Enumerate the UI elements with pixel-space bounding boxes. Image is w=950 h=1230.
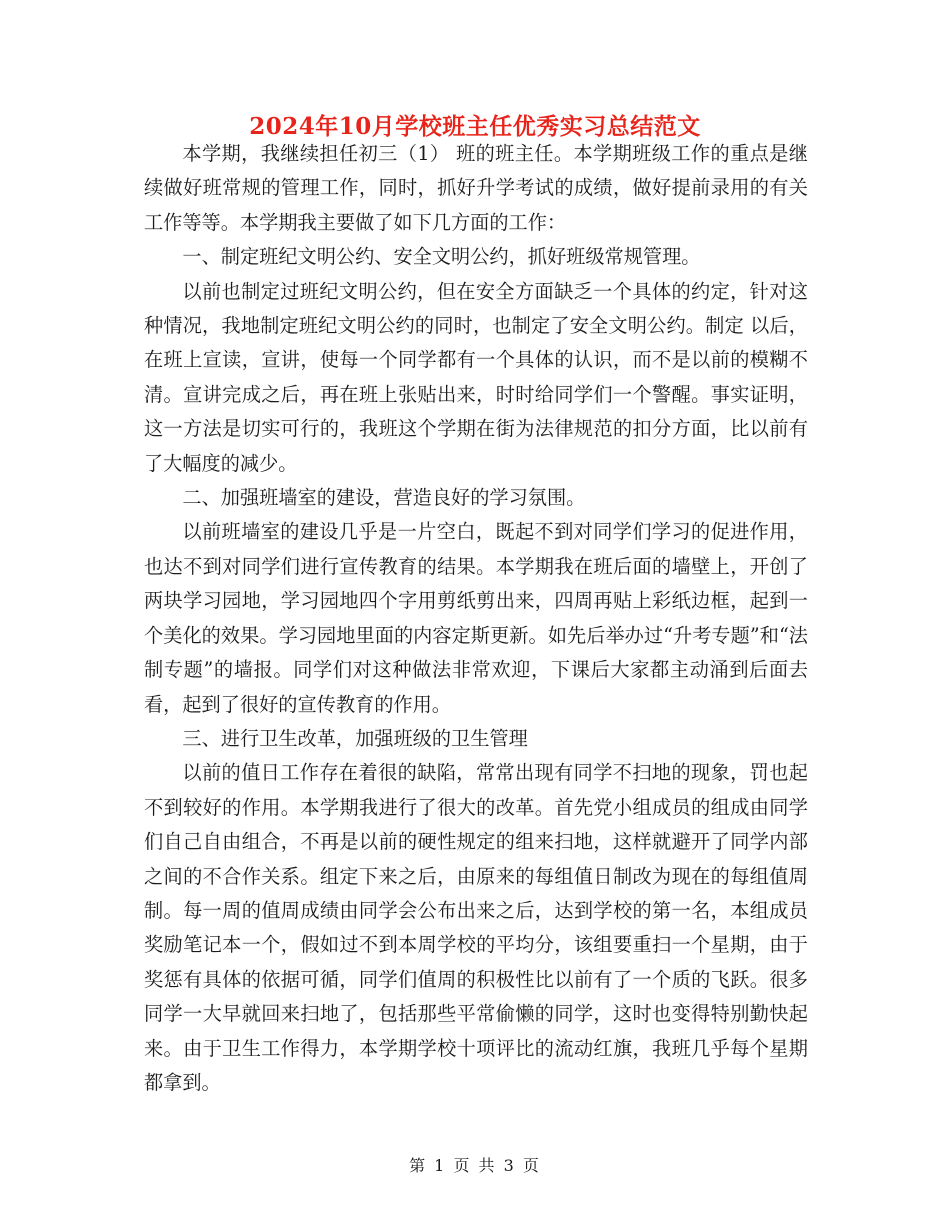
paragraph-section-1: 以前也制定过班纪文明公约，但在安全方面缺乏一个具体的约定，针对这种情况，我地制定班纪文明公约的同时，也制定了安全文明公约。制定 以后，在班上宣读，宣讲，使每一个同学都有一个具体的认识，而不是以前的模糊不清。宣讲完成之后，再在班上张贴出来，时时给同学们一个警醒。事实证明，这一方法是切实可行的，我班这个学期在街为法律规范的扣分方面，比以前有了大幅度的减少。: [144, 279, 808, 475]
paragraph-section-3: 以前的值日工作存在着很的缺陷，常常出现有同学不扫地的现象，罚也起不到较好的作用。本学期我进行了很大的改革。首先党小组成员的组成由同学们自己自由组合，不再是以前的硬性规定的组来扫地，这样就避开了同学内部之间的不合作关系。组定下来之后，由原来的每组值日制改为现在的每组值周制。每一周的值周成绩由同学会公布出来之后，达到学校的第一名，本组成员奖励笔记本一个，假如过不到本周学校的平均分，该组要重扫一个星期，由于奖惩有具体的依据可循，同学们值周的积极性比以前有了一个质的飞跃。很多同学一大早就回来扫地了，包括那些平常偷懒的同学，这时也变得特别勤快起来。由于卫生工作得力，本学期学校十项评比的流动红旗，我班几乎每个星期都拿到。: [144, 761, 808, 1094]
section-heading-1: 一、制定班纪文明公约、安全文明公约，抓好班级常规管理。: [182, 245, 701, 269]
section-heading-3: 三、进行卫生改革，加强班级的卫生管理: [182, 726, 528, 750]
page-number: 第 1 页 共 3 页: [409, 1156, 541, 1175]
paragraph-intro: 本学期，我继续担任初三（1） 班的班主任。本学期班级工作的重点是继续做好班常规的管理工作，同时，抓好升学考试的成绩，做好提前录用的有关工作等等。本学期我主要做了如下几方面的工作：: [144, 142, 808, 234]
document-body: [144, 137, 808, 1100]
document-title: 2024年10月学校班主任优秀实习总结范文: [249, 113, 701, 140]
page-footer: [0, 1153, 950, 1176]
paragraph-section-2: 以前班墙室的建设几乎是一片空白，既起不到对同学们学习的促进作用，也达不到对同学们进行宣传教育的结果。本学期我在班后面的墙壁上，开创了两块学习园地，学习园地四个字用剪纸剪出来，四周再贴上彩纸边框，起到一个美化的效果。学习园地里面的内容定斯更新。如先后举办过“升考专题”和“法制专题”的墙报。同学们对这种做法非常欢迎，下课后大家都主动涌到后面去看，起到了很好的宣传教育的作用。: [144, 520, 808, 716]
section-heading-2: 二、加强班墙室的建设，营造良好的学习氛围。: [182, 486, 586, 510]
